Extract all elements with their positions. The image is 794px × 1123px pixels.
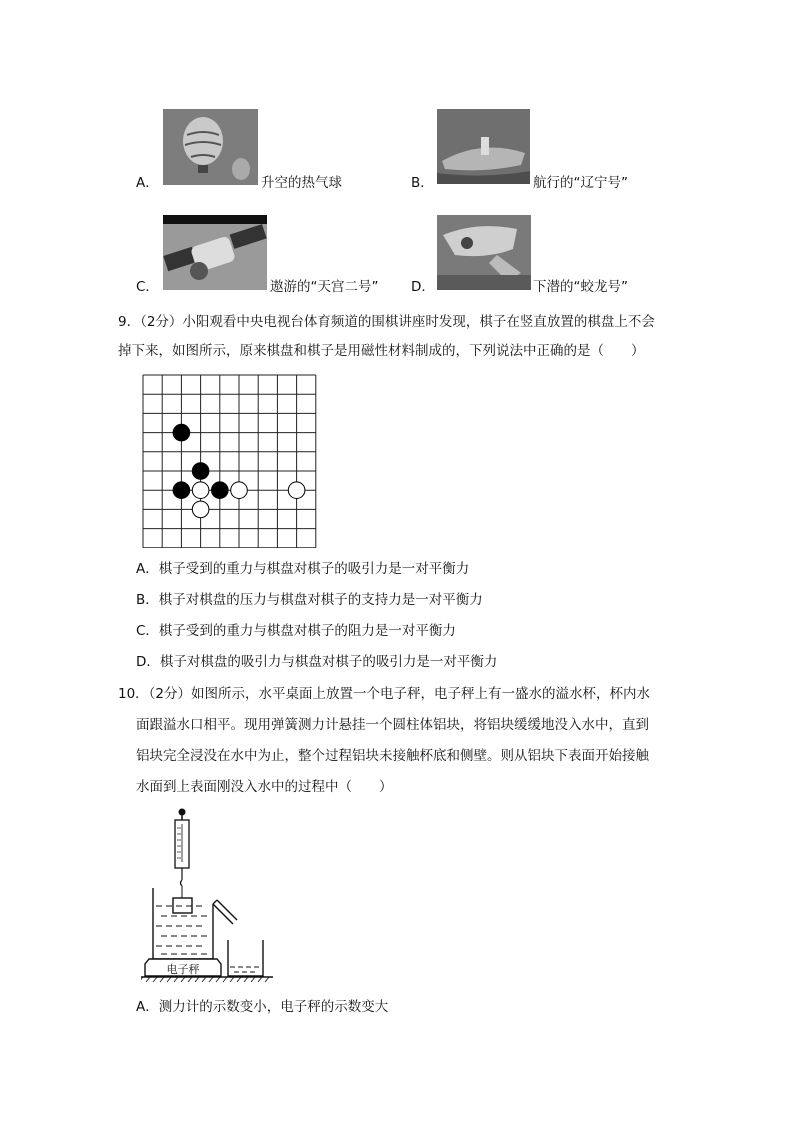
hatch-line [181,977,185,982]
hatch-line [146,977,150,982]
white-stone [192,482,209,499]
hatch-line [202,977,206,982]
hot-air-balloon-photo [163,109,258,185]
hatch-line [174,977,178,982]
hatch-line [153,977,157,982]
overflow-cup [153,888,237,959]
hatch-line [230,977,234,982]
black-stone [212,482,229,499]
q10-option-a: A．测力计的示数变小，电子秤的示数变大 [136,999,389,1015]
small-beaker [228,940,263,976]
hatch-line [223,977,227,982]
beaker-water-dashes [230,967,259,972]
option-letter: C． [136,279,159,295]
hatch-line [251,977,255,982]
hatch-line [209,977,213,982]
q9-option-d: D．棋子对棋盘的吸引力与棋盘对棋子的吸引力是一对平衡力 [136,654,498,670]
q9-option-a: A．棋子受到的重力与棋盘对棋子的吸引力是一对平衡力 [136,561,470,577]
hatch-line [195,977,199,982]
black-stone [192,463,209,480]
q9-option-b: B．棋子对棋盘的压力与棋盘对棋子的支持力是一对平衡力 [136,592,483,608]
q9-option-c: C．棋子受到的重力与棋盘对棋子的阻力是一对平衡力 [136,623,456,639]
q9-stem-line2: 掉下来，如图所示，原来棋盘和棋子是用磁性材料制成的，下列说法中正确的是（ ） [118,343,645,359]
black-stone [173,424,190,441]
option-label: 升空的热气球 [261,175,342,191]
q10-stem-line4: 水面到上表面刚没入水中的过程中（ ） [136,779,393,795]
hatch-line [141,977,143,982]
table-hatch [141,977,269,982]
space-station-photo [163,215,267,290]
option-letter: D． [411,279,435,295]
hatch-line [167,977,171,982]
hatch-line [244,977,248,982]
go-board-figure [141,374,317,548]
spring-scale [175,809,189,898]
option-label: 航行的“辽宁号” [533,175,628,191]
black-stone [173,482,190,499]
white-stone [288,482,305,499]
q10-stem-line1: 10．（2分）如图所示，水平桌面上放置一个电子秤，电子秤上有一盛水的溢水杯，杯内水 [118,686,651,702]
white-stone [192,501,209,518]
option-label: 遨游的“天宫二号” [270,279,379,295]
q10-stem-line2: 面跟溢水口相平。现用弹簧测力计悬挂一个圆柱体铝块，将铝块缓缓地没入水中，直到 [136,717,649,733]
go-board-grid [143,375,316,548]
option-letter: B． [411,175,434,191]
option-label: 下潜的“蛟龙号” [533,279,628,295]
hatch-line [188,977,192,982]
q10-stem-line3: 铝块完全浸没在水中为止，整个过程铝块未接触杯底和侧壁。则从铝块下表面开始接触 [136,748,649,764]
option-letter: A． [136,175,159,191]
overflow-cup-figure [141,806,276,984]
q9-stem-line1: 9．（2分）小阳观看中央电视台体育频道的围棋讲座时发现，棋子在竖直放置的棋盘上不会 [118,314,655,330]
submersible-photo [437,215,531,290]
aircraft-carrier-photo [437,109,530,184]
hatch-line [258,977,262,982]
hatch-line [160,977,164,982]
white-stone [231,482,248,499]
hatch-line [216,977,220,982]
hatch-line [265,977,269,982]
scale-label: 电子秤 [166,963,200,976]
hatch-line [237,977,241,982]
